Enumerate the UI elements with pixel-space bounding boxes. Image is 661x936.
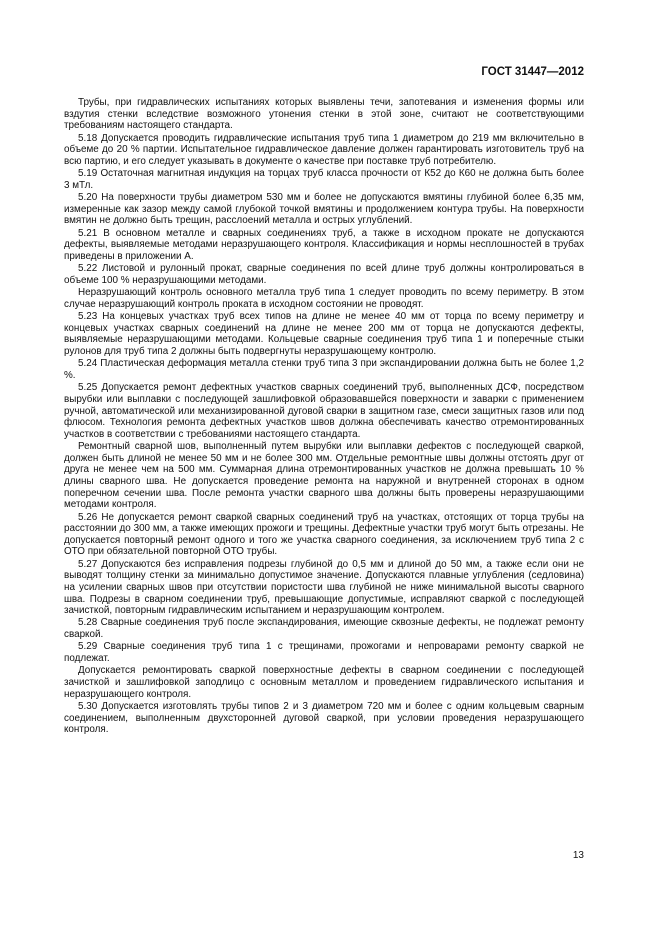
page-number: 13 bbox=[572, 850, 584, 861]
paragraph: 5.26 Не допускается ремонт сваркой сварных соединений труб на участках, отстоящих от торца трубы на расстоянии до 300 мм, а также имеющих прожоги и трещины. Дефектные участки труб могут быть отрезаны. Не допускается повторный ремонт одного и того же участка сварного соединения, за исключением труб типа 2 с ОТО при обязательной повторной ОТО трубы. bbox=[64, 511, 584, 558]
paragraph: 5.23 На концевых участках труб всех типов на длине не менее 40 мм от торца по всему периметру и концевых участках сварных соединений на длине не менее 200 мм от торца не допускаются дефекты, выявляемые неразрушающими методами. Кольцевые сварные соединения труб типа 1 и поперечные стыки рулонов для труб типа 2 должны быть подвергнуты неразрушающему контролю. bbox=[64, 311, 584, 358]
standard-header: ГОСТ 31447—2012 bbox=[481, 66, 584, 78]
paragraph: 5.30 Допускается изготовлять трубы типов 2 и 3 диаметром 720 мм и более с одним кольцевым сварным соединением, выполненным двухсторонней дуговой сваркой, при условии проведения неразрушающего контроля. bbox=[64, 701, 584, 736]
paragraph: 5.19 Остаточная магнитная индукция на торцах труб класса прочности от К52 до К60 не должна быть более 3 мТл. bbox=[64, 168, 584, 191]
paragraph: 5.24 Пластическая деформация металла стенки труб типа 3 при экспандировании должна быть не более 1,2 %. bbox=[64, 358, 584, 382]
paragraph: Допускается ремонтировать сваркой поверхностные дефекты в сварном соединении с последующей зачисткой и зашлифовкой заподлицо с основным металлом и проведением гидравлического испытания и неразрушающего контроля. bbox=[64, 665, 584, 700]
paragraph: 5.20 На поверхности трубы диаметром 530 мм и более не допускаются вмятины глубиной более 6,35 мм, измеренные как зазор между самой глубокой точкой вмятины и продолжением контура трубы. На поверхности вмятин не должно быть трещин, расслоений металла и острых углублений. bbox=[64, 192, 584, 227]
document-body bbox=[64, 97, 584, 737]
paragraph: 5.29 Сварные соединения труб типа 1 с трещинами, прожогами и непроварами ремонту сваркой не подлежат. bbox=[64, 641, 584, 665]
paragraph: Ремонтный сварной шов, выполненный путем вырубки или выплавки дефектов с последующей сваркой, должен быть длиной не менее 50 мм и не более 300 мм. Отдельные ремонтные швы должны отстоять друг от друга не менее чем на 500 мм. Суммарная длина отремонтированных участков не должна превышать 10 % длины сварного шва. Не допускается проведение ремонта на наружной и внутренней сторонах в одном поперечном сечении шва. После ремонта участки сварного шва должны быть проверены неразрушающими методами контроля. bbox=[64, 441, 584, 511]
paragraph: 5.27 Допускаются без исправления подрезы глубиной до 0,5 мм и длиной до 50 мм, а также если они не выводят толщину стенки за минимально допустимое значение. Допускаются плавные углубления (седловина) на усилении сварных швов при отсутствии пористости шва глубиной не ниже минимальной высоты сварного шва. Подрезы в сварном соединении труб, превышающие допустимые, исправляют сваркой с последующей зачисткой, повторным гидравлическим испытанием и неразрушающим контролем. bbox=[64, 558, 584, 617]
paragraph: Трубы, при гидравлических испытаниях которых выявлены течи, запотевания и изменения формы или вздутия стенки вследствие возможного утонения стенки в этой зоне, считают не соответствующими требованиям настоящего стандарта. bbox=[64, 97, 584, 132]
paragraph: 5.18 Допускается проводить гидравлические испытания труб типа 1 диаметром до 219 мм включительно в объеме до 20 % партии. Испытательное гидравлическое давление должен гарантировать изготовитель труб на всю партию, и его следует указывать в документе о качестве при поставке труб потребителю. bbox=[64, 132, 584, 167]
paragraph: 5.25 Допускается ремонт дефектных участков сварных соединений труб, выполненных ДСФ, посредством вырубки или выплавки с последующей зашлифовкой образовавшейся поверхности и заварки с применением ручной, автоматической или механизированной дуговой сварки в защитном газе, смеси защитных газов или под флюсом. Технология ремонта дефектных участков швов должна обеспечивать качество отремонтированных участков в соответствии с требованиями настоящего стандарта. bbox=[64, 382, 584, 440]
paragraph: Неразрушающий контроль основного металла труб типа 1 следует проводить по всему периметру. В этом случае неразрушающий контроль проката в исходном состоянии не проводят. bbox=[64, 287, 584, 310]
paragraph: 5.28 Сварные соединения труб после экспандирования, имеющие сквозные дефекты, не подлежат ремонту сваркой. bbox=[64, 617, 584, 641]
paragraph: 5.21 В основном металле и сварных соединениях труб, а также в исходном прокате не допускаются дефекты, выявляемые методами неразрушающего контроля. Классификация и нормы несплошностей в трубах приведены в приложении А. bbox=[64, 227, 584, 262]
paragraph: 5.22 Листовой и рулонный прокат, сварные соединения по всей длине труб должны контролироваться в объеме 100 % неразрушающими методами. bbox=[64, 263, 584, 286]
